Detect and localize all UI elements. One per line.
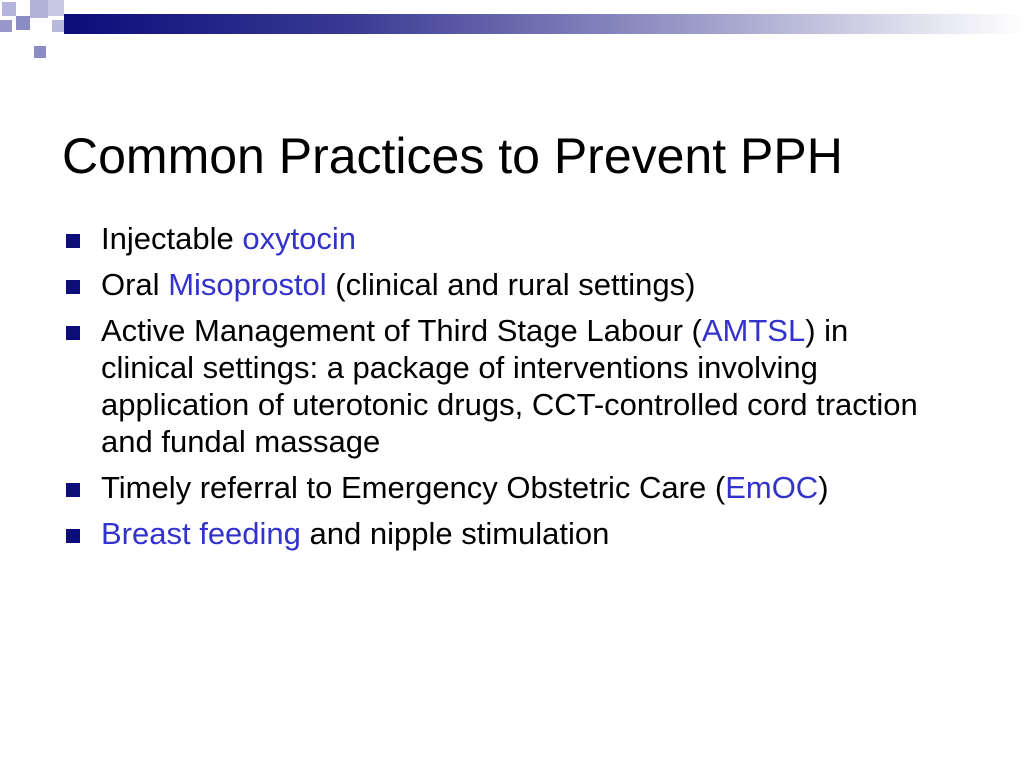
header-decoration-square [30,30,44,44]
header-decoration-square [48,0,64,16]
slide-title: Common Practices to Prevent PPH [62,127,843,184]
header-decoration-square [34,46,46,58]
bullet-text-part: ) [818,470,829,505]
header-decoration-square [30,0,48,18]
header-decoration-square [2,2,16,16]
bullet-text [101,313,918,459]
square-bullet-icon [66,483,80,497]
bullet-text [101,267,695,302]
bullet-item [64,515,944,552]
bullet-highlight-term: Misoprostol [168,267,327,302]
bullet-item [64,312,944,460]
bullet-text [101,516,609,551]
header-decoration-square [0,20,12,32]
bullet-item [64,469,944,506]
bullet-highlight-term: AMTSL [701,313,806,348]
bullet-text-part: Active Management of Third Stage Labour ( [101,313,702,348]
bullet-text-part: ) in clinical settings: a package of interventions involving application of uterotonic drugs, CCT-controlled cord traction and fundal massage [101,313,918,459]
bullet-text [101,221,356,256]
square-bullet-icon [66,529,80,543]
bullet-highlight-term: Breast feeding [101,516,301,551]
header-decoration-square [16,16,30,30]
square-bullet-icon [66,326,80,340]
header-gradient-bar [64,14,1024,34]
bullet-text-part: Oral [101,267,169,302]
bullet-text-part: (clinical and rural settings) [326,267,696,302]
bullet-list [64,220,944,561]
bullet-highlight-term: EmOC [725,470,819,505]
bullet-text [101,470,829,505]
bullet-text-part: Injectable [101,221,243,256]
bullet-text-part: and nipple stimulation [300,516,610,551]
bullet-item [64,220,944,257]
bullet-highlight-term: oxytocin [242,221,357,256]
bullet-text-part: Timely referral to Emergency Obstetric Care ( [101,470,726,505]
header-decoration-square [52,20,64,32]
square-bullet-icon [66,280,80,294]
bullet-item [64,266,944,303]
square-bullet-icon [66,234,80,248]
